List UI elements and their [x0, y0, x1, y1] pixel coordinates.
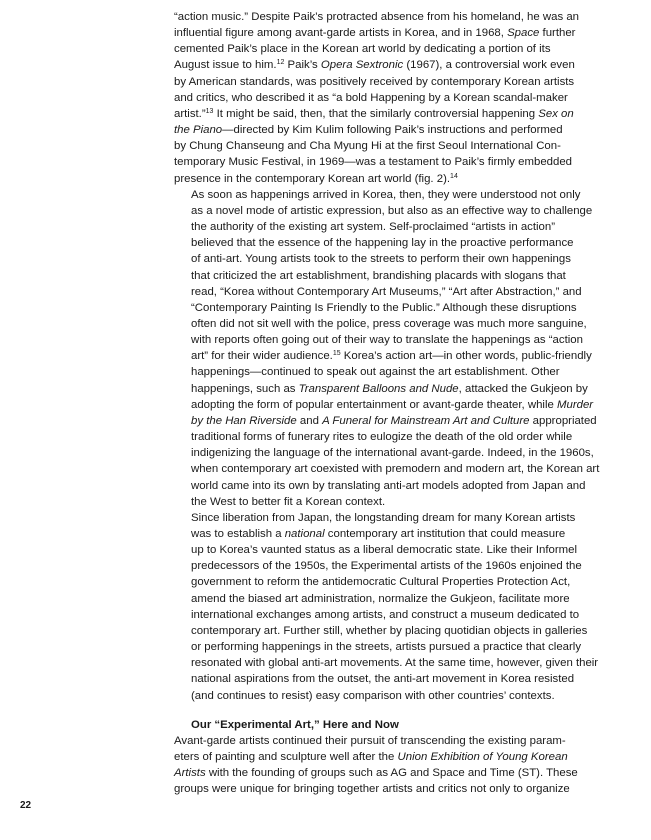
text-run: artist.”: [174, 107, 206, 120]
text-run: was to establish a: [191, 528, 285, 540]
text-line: [174, 413, 606, 429]
text-run: presence in the contemporary Korean art world (fig. 2).: [174, 172, 451, 185]
text-line: [174, 542, 606, 558]
text-line: [174, 251, 606, 267]
text-run: influential figure among avant-garde artists in Korea, and in 1968,: [174, 27, 508, 40]
text-run: or performing happenings in the streets, artists pursued a practice that clearly: [191, 641, 582, 654]
text-line: [174, 461, 606, 477]
text-run: happenings—continued to speak out against the art establishment. Other: [191, 366, 560, 379]
text-run: —directed by Kim Kulim following Paik’s instructions and performed: [222, 124, 563, 137]
text-run: by American standards, was positively received by contemporary Korean artists: [174, 75, 575, 88]
text-line: [174, 106, 606, 122]
text-line: [174, 284, 606, 300]
text-run: “action music.” Despite Paik’s protracted absence from his homeland, he was an: [174, 11, 579, 23]
text-run: (and continues to resist) easy comparison with other countries’ contexts.: [191, 689, 555, 702]
text-run: , attacked the Gukjeon by: [458, 382, 588, 395]
text-run: and critics, who described it as “a bold Happening by a Korean scandal-maker: [174, 91, 568, 104]
footnote-ref: 14: [450, 172, 458, 180]
text-line: [174, 348, 606, 364]
text-line: [174, 74, 606, 90]
paragraph-4: [174, 733, 606, 798]
text-line: [174, 381, 606, 397]
text-line: [174, 623, 606, 639]
text-line: [174, 316, 606, 332]
text-line: [174, 445, 606, 461]
text-run: contemporary art. Further still, whether by placing quotidian objects in galleries: [191, 624, 588, 637]
text-run: (1967), a controversial work even: [403, 59, 575, 72]
text-run: the West to better fit a Korean context.: [191, 495, 386, 508]
page-number: 22: [20, 800, 32, 811]
text-line: [174, 122, 606, 138]
italic-title: Space: [507, 27, 540, 40]
italic-title: A Funeral for Mainstream Art and Culture: [322, 414, 530, 427]
text-run: Paik’s: [284, 59, 321, 72]
paragraph-2: [174, 187, 606, 510]
text-run: of anti-art. Young artists took to the streets to perform their own happenings: [191, 253, 571, 266]
italic-title: Union Exhibition of Young Korean: [397, 751, 568, 764]
text-run: read, “Korea without Contemporary Art Museums,” “Art after Abstraction,” and: [191, 285, 582, 298]
text-line: [174, 25, 606, 41]
text-line: [174, 203, 606, 219]
text-line: [174, 154, 606, 170]
text-line: [174, 639, 606, 655]
text-run: August issue to him.: [174, 59, 277, 72]
text-run: believed that the essence of the happening lay in the proactive performance: [191, 237, 574, 250]
text-run: art” for their wider audience.: [191, 350, 333, 363]
text-run: adopting the form of popular entertainment or avant-garde theater, while: [191, 398, 557, 411]
text-run: further: [539, 27, 576, 40]
text-line: [174, 494, 606, 510]
footnote-ref: 13: [205, 107, 214, 115]
text-run: Avant-garde artists continued their pursuit of transcending the existing param-: [174, 734, 566, 747]
text-line: [174, 57, 606, 73]
text-line: [174, 235, 606, 251]
text-line: [174, 429, 606, 445]
text-line: [174, 90, 606, 106]
text-line: [174, 765, 606, 781]
text-run: traditional forms of funerary rites to eulogize the death of the old order while: [191, 431, 573, 444]
text-line: [174, 574, 606, 590]
text-line: [174, 397, 606, 413]
text-run: national aspirations from the outset, the anti-art movement in Korea resisted: [191, 673, 575, 686]
text-column: [174, 9, 606, 798]
italic-title: Transparent Balloons and Nude: [298, 382, 459, 395]
text-run: government to reform the antidemocratic Cultural Properties Protection Act,: [191, 576, 571, 589]
text-run: It might be said, then, that the similarly controversial happening: [213, 107, 539, 120]
text-run: as a novel mode of artistic expression, but also as an effective way to challenge: [191, 204, 593, 217]
text-run: when contemporary art coexisted with premodern and modern art, the Korean art: [191, 463, 600, 476]
text-line: [174, 187, 606, 203]
text-line: [174, 138, 606, 154]
text-run: indigenizing the language of the international avant-garde. Indeed, in the 1960s,: [191, 447, 594, 460]
italic-title: Sex on: [538, 107, 574, 120]
footnote-ref: 15: [332, 350, 341, 358]
text-run: groups were unique for bringing together artists and critics not only to organize: [174, 783, 570, 796]
section-heading: Our “Experimental Art,” Here and Now: [191, 718, 399, 731]
text-run: Korea’s action art—in other words, public-friendly: [340, 350, 592, 363]
text-run: with reports often going out of their way to translate the happenings as “action: [191, 334, 583, 347]
italic-title: Artists: [174, 767, 206, 780]
text-line: [174, 526, 606, 542]
text-run: “Contemporary Painting Is Friendly to the Public.” Although these disruptions: [191, 301, 577, 314]
text-line: [174, 219, 606, 235]
text-line: [174, 9, 606, 25]
text-run: world came into its own by translating anti-art models adopted from Japan and: [191, 479, 586, 492]
text-run: up to Korea’s vaunted status as a liberal democratic state. Like their Informel: [191, 544, 578, 557]
text-run: contemporary art institution that could measure: [324, 528, 566, 540]
italic-title: national: [284, 528, 325, 540]
text-run: eters of painting and sculpture well after the: [174, 751, 398, 764]
text-run: cemented Paik’s place in the Korean art world by dedicating a portion of its: [174, 43, 551, 56]
text-run: international exchanges among artists, and construct a museum dedicated to: [191, 608, 580, 621]
text-line: [174, 300, 606, 316]
text-line: [174, 268, 606, 284]
italic-title: Opera Sextronic: [320, 59, 404, 72]
italic-title: the Piano: [174, 124, 223, 137]
text-line: [174, 510, 606, 526]
text-run: predecessors of the 1950s, the Experimental artists of the 1960s enjoined the: [191, 560, 582, 573]
text-line: [174, 655, 606, 671]
paragraph-3: [174, 510, 606, 704]
text-line: [174, 749, 606, 765]
text-run: with the founding of groups such as AG and Space and Time (ST). These: [205, 767, 578, 780]
paragraph-1: [174, 9, 606, 187]
text-line: [174, 781, 606, 797]
footnote-ref: 12: [276, 59, 285, 67]
text-run: temporary Music Festival, in 1969—was a testament to Paik’s firmly embedded: [174, 156, 572, 169]
text-line: [174, 607, 606, 623]
text-run: often did not sit well with the police, press coverage was much more sanguine,: [191, 317, 587, 330]
text-line: [174, 558, 606, 574]
text-run: happenings, such as: [191, 382, 299, 395]
text-line: [174, 332, 606, 348]
text-line: [174, 688, 606, 704]
text-run: resonated with global anti-art movements. At the same time, however, given their: [191, 657, 599, 670]
text-line: [174, 671, 606, 687]
italic-title: Murder: [557, 398, 594, 411]
text-line: [174, 171, 606, 187]
text-run: by Chung Chanseung and Cha Myung Hi at the first Seoul International Con-: [174, 140, 561, 153]
text-run: and: [296, 414, 323, 427]
text-run: Since liberation from Japan, the longstanding dream for many Korean artists: [191, 511, 576, 524]
text-line: [174, 591, 606, 607]
text-line: [174, 41, 606, 57]
italic-title: by the Han Riverside: [191, 414, 297, 427]
text-run: that criticized the art establishment, brandishing placards with slogans that: [191, 269, 566, 282]
text-line: [174, 364, 606, 380]
text-run: As soon as happenings arrived in Korea, then, they were understood not only: [191, 188, 581, 201]
text-run: amend the biased art administration, normalize the Gukjeon, facilitate more: [191, 592, 570, 605]
text-line: [174, 733, 606, 749]
text-run: the authority of the existing art system. Self-proclaimed “artists in action”: [191, 221, 556, 234]
text-line: [174, 478, 606, 494]
text-run: appropriated: [529, 414, 597, 427]
